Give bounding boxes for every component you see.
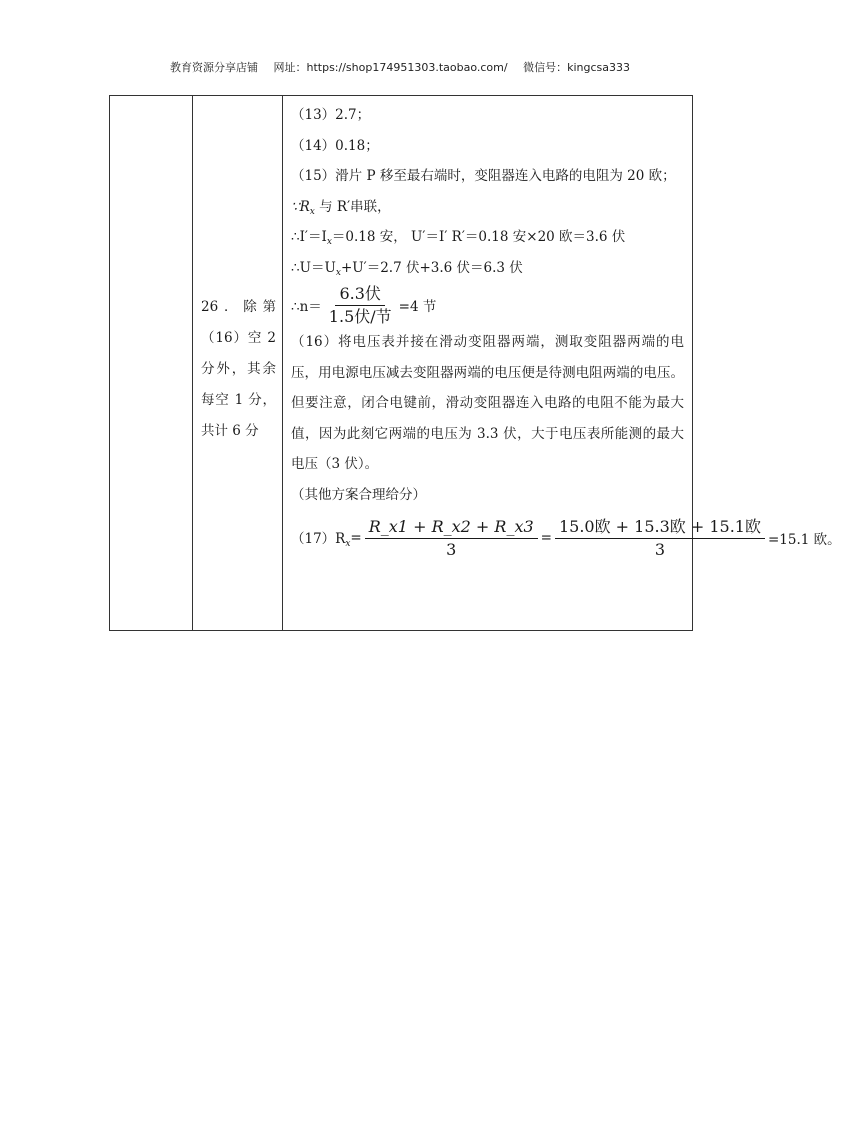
r17-denominator-1: 3 (446, 539, 457, 559)
page-header (0, 59, 800, 75)
answer-14: （14）0.18； (291, 137, 379, 154)
header-url: 网址：https://shop174951303.taobao.com/ (273, 61, 508, 74)
answer-16: （16）将电压表并接在滑动变阻器两端，测取变阻器两端的电压，用电源电压减去变阻器两端的电压便是待测电阻两端的电压。但要注意，闭合电键前，滑动变阻器连入电路的电阻不能为最大值，因为此刻它两端的电压为 3.3 伏，大于电压表所能测的最大电压（3 伏）。 (291, 334, 684, 472)
n-denominator: 1.5伏/节 (328, 306, 392, 326)
answer-15-battery-count (291, 283, 684, 327)
answer-cell (283, 96, 841, 631)
r17-prefix: $(17)R_x$ (291, 531, 351, 549)
answer-13: （13）2.7； (291, 107, 371, 123)
r17-numerator-1: R_x1 + R_x2 + R_x3 (365, 518, 538, 539)
r17-eq: = (350, 530, 362, 546)
table-row (110, 96, 693, 631)
answer-15-current: $\therefore I'=I_x=0.18$ 安， U′＝I′ R′＝0.18 安×20 欧＝3.6 伏 (291, 229, 626, 247)
answer-table (109, 95, 841, 631)
r17-denominator-2: 3 (654, 539, 666, 559)
r17-mid: = (540, 530, 552, 546)
question-cell (110, 96, 193, 631)
n-numerator: 6.3伏 (335, 285, 384, 306)
header-wechat: 微信号：kingcsa333 (523, 61, 630, 74)
answer-16-note: （其他方案合理给分） (291, 486, 426, 503)
header-shop: 教育资源分享店铺 (170, 61, 258, 74)
r17-fraction-2 (555, 518, 765, 559)
answer-15-intro: （15）滑片 P 移至最右端时，变阻器连入电路的电阻为 20 欧； (291, 168, 676, 184)
n-result: =4 节 (398, 299, 437, 315)
answer-17 (291, 514, 841, 562)
r17-fraction-1 (365, 518, 538, 559)
score-note: 26．除第（16）空 2 分外，其余每空 1 分，共计 6 分 (201, 299, 276, 439)
answer-15-series: $\because R_x$ 与 R′串联， (291, 198, 391, 217)
score-cell (193, 96, 283, 631)
r17-result: =15.1 欧。 (768, 532, 841, 548)
n-prefix: ∴n＝ (291, 299, 322, 315)
n-fraction (325, 285, 396, 326)
r17-numerator-2: 15.0欧 + 15.3欧 + 15.1欧 (555, 518, 765, 539)
answer-15-voltage: $\therefore U=U_x+U'=2.7$ 伏+3.6 伏＝6.3 伏 (291, 259, 523, 278)
